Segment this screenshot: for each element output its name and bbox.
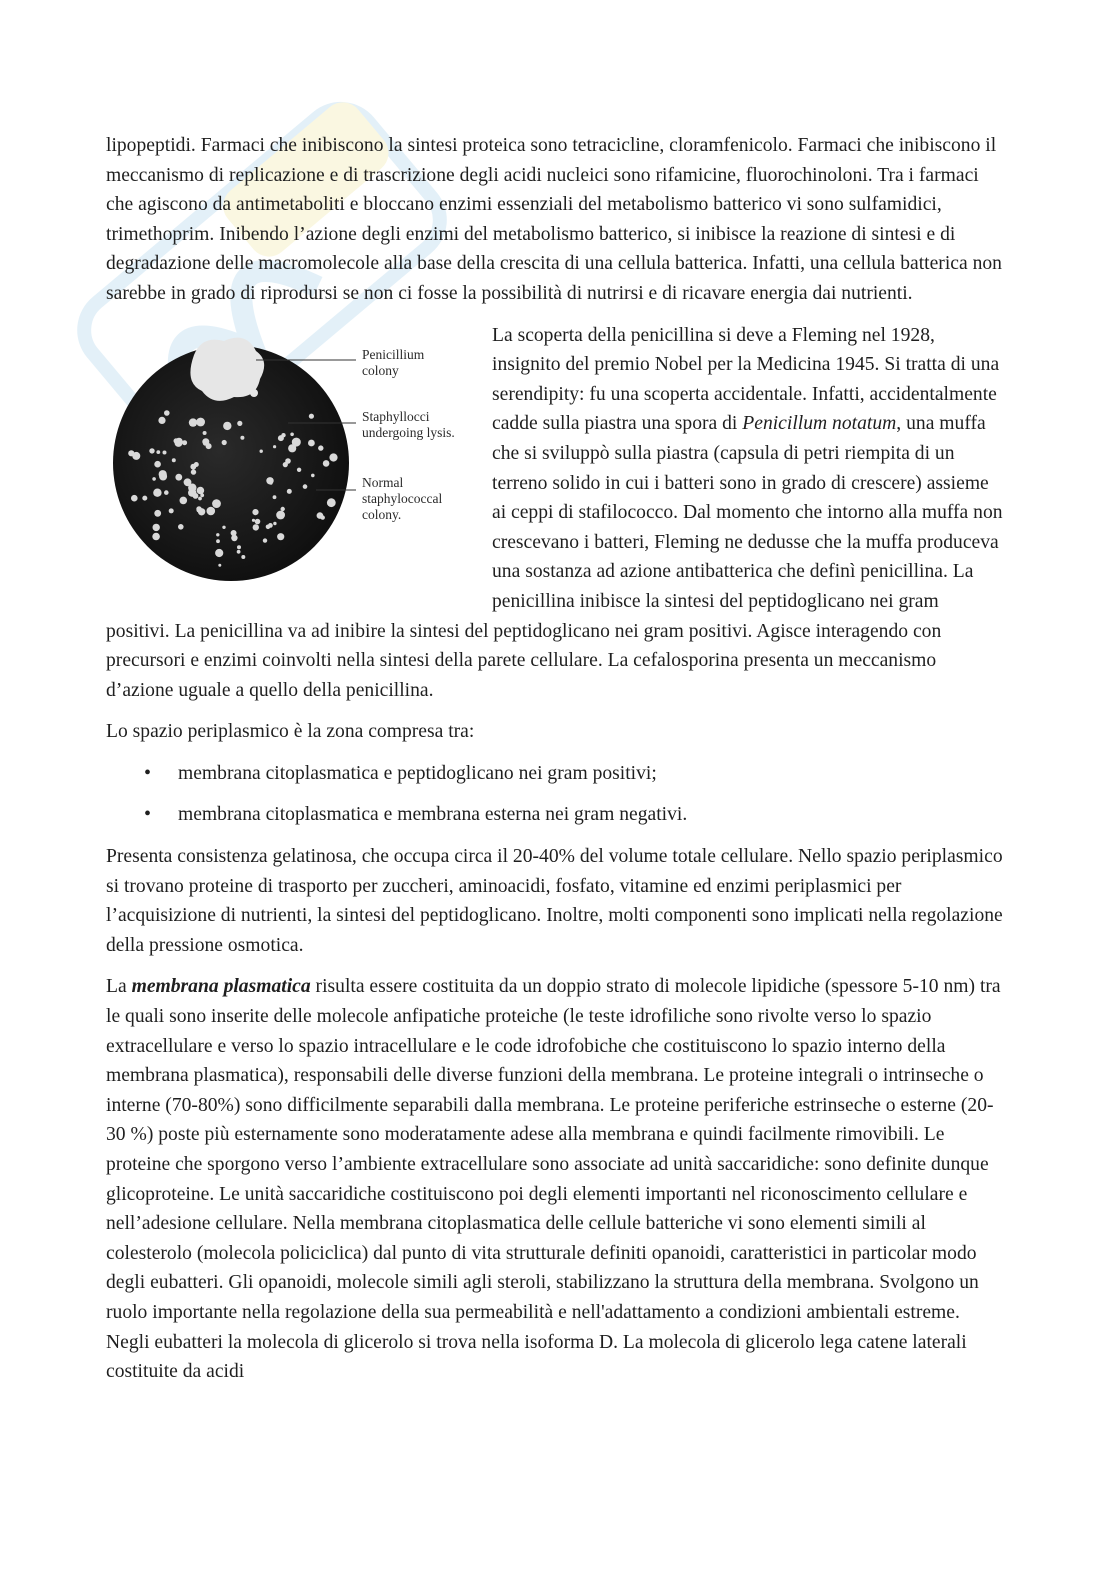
colony-dot: [154, 460, 161, 467]
colony-dot: [175, 473, 182, 480]
colony-dot: [288, 444, 296, 452]
colony-dot: [308, 439, 315, 446]
colony-dot: [268, 523, 273, 528]
colony-dot: [203, 431, 207, 435]
colony-dot: [149, 448, 154, 453]
colony-dot: [212, 499, 221, 508]
colony-dot: [255, 518, 261, 524]
colony-dot: [231, 534, 237, 540]
colony-dot: [311, 473, 315, 477]
colony-dot: [327, 498, 336, 507]
colony-dot: [273, 495, 277, 499]
colony-dot: [128, 450, 134, 456]
colony-dot: [164, 490, 169, 495]
colony-dot: [189, 418, 197, 426]
label-staphylococci-lysis: Staphyllocci undergoing lysis.: [362, 408, 455, 440]
colony-dot: [266, 477, 273, 484]
list-item: • membrana citoplasmatica e peptidoglicano nei gram positivi;: [178, 759, 1006, 789]
colony-dot: [142, 495, 147, 500]
colony-dot: [281, 506, 285, 510]
colony-dot: [207, 506, 216, 515]
colony-dot: [216, 539, 220, 543]
colony-dot: [178, 524, 184, 530]
colony-dot: [190, 463, 196, 469]
colony-dot: [273, 521, 276, 524]
term-membrana-plasmatica: membrana plasmatica: [131, 976, 311, 998]
label-penicillium-colony: Penicillium colony: [362, 346, 425, 378]
colony-dot: [283, 462, 288, 467]
colony-dot: [152, 532, 160, 540]
colony-dot: [323, 460, 330, 467]
colony-dot: [131, 494, 138, 501]
colony-dot: [237, 545, 241, 549]
colony-dot: [175, 438, 183, 446]
colony-dot: [191, 469, 196, 474]
colony-dot: [180, 496, 188, 504]
colony-dot: [277, 533, 284, 540]
colony-dot: [309, 413, 314, 418]
colony-dot: [199, 510, 203, 514]
colony-dot: [200, 493, 204, 497]
paragraph-periplasm: Presenta consistenza gelatinosa, che occupa circa il 20-40% del volume totale cellulare. Nello spazio periplasmico si trovano proteine di trasporto per zuccheri, aminoacidi, fosfato, vitamine ed enzimi periplasmici per l’acquisizione di nutrienti, la sintesi del peptidoglicano. Inoltre, molti componenti sono implicati nella regolazione della pressione osmotica.: [106, 846, 1003, 956]
colony-dot: [196, 417, 205, 426]
colony-dot: [152, 477, 156, 481]
species-name: Penicillum notatum: [742, 413, 897, 435]
petri-dish-figure: [106, 325, 474, 589]
colony-dot: [156, 450, 160, 454]
colony-dot: [287, 488, 292, 493]
document-page: [106, 131, 1006, 1387]
colony-dot: [159, 470, 167, 478]
colony-dot: [263, 538, 267, 542]
colony-dot: [222, 439, 227, 444]
colony-dot: [169, 508, 174, 513]
colony-dot: [252, 509, 258, 515]
colony-dot: [278, 435, 284, 441]
colony-dot: [297, 467, 301, 471]
colony-dot: [188, 483, 196, 491]
colony-dot: [153, 488, 161, 496]
colony-dot: [237, 549, 241, 553]
colony-dot: [197, 486, 205, 494]
colony-dot: [202, 438, 209, 445]
colony-dot: [241, 555, 245, 559]
paragraph-penicillin: La scoperta della penicillina si deve a Fleming nel 1928, insignito del premio Nobel per la Medicina 1945. Si tratta di una serendipity: fu una scoperta accidentale. Infatti, accidentalmente cadde sulla piastra una spora di Penicillum notatum, una muffa che si sviluppò sulla piastra (capsula di petri riempita di un terreno solido in cui i batteri sono in grado di crescere) assieme ai ceppi di stafilococco. Dal momento che intorno alla muffa non crescevano i batteri, Fleming ne dedusse che la muffa produceva una sostanza ad azione antibatterica che definì penicillina. La penicillina inibisce la sintesi del peptidoglicano nei gram positivi. La penicillina va ad inibire la sintesi del peptidoglicano nei gram positivi. Agisce interagendo con precursori e enzimi coinvolti nella sintesi della parete cellulare. La cefalosporina presenta un meccanismo d’azione uguale a quello della penicillina.: [106, 324, 1003, 701]
colony-dot: [172, 458, 176, 462]
colony-dot: [222, 525, 225, 528]
paragraph-membrane: La membrana plasmatica risulta essere costituita da un doppio strato di molecole lipidiche (spessore 5-10 nm) tra le quali sono inserite delle molecole anfipatiche proteiche (le teste idrofiliche sono rivolte verso lo spazio extracellulare e verso lo spazio intracellulare e le code idrofobiche che costituiscono lo spazio interno della membrana plasmatica), responsabili delle diverse funzioni della membrana. Le proteine integrali o intrinseche o interne (70-80%) sono difficilmente separabili dalla membrana. Le proteine periferiche estrinseche o esterne (20-30 %) poste più esternamente sono moderatamente adese alla membrana e quindi facilmente rimovibili. Le proteine che sporgono verso l’ambiente extracellulare sono associate ad unità saccaridiche: sono definite dunque glicoproteine. Le unità saccaridiche costituiscono poi degli elementi importanti nel riconoscimento cellulare e nell’adesione cellulare. Nella membrana citoplasmatica delle cellule batteriche vi sono elementi simili al colesterolo (molecola policiclica) dal punto di vita strutturale definiti opanoidi, caratteristici in particolar modo degli eubatteri. Gli opanoidi, molecole simili agli steroli, stabilizzano la struttura della membrana. Svolgono un ruolo importante nella regolazione della sua permeabilità e nell'adattamento a condizioni ambientali estreme. Negli eubatteri la molecola di glicerolo si trova nella isoforma D. La molecola di glicerolo lega catene laterali costituite da acidi: [106, 976, 1001, 1383]
bullet-list: [106, 759, 1006, 830]
colony-dot: [198, 496, 202, 500]
colony-dot: [273, 445, 276, 448]
colony-dot: [253, 524, 259, 530]
colony-dot: [252, 518, 255, 521]
colony-dot: [276, 510, 285, 519]
colony-dot: [318, 445, 323, 450]
colony-dot: [321, 515, 325, 519]
colony-dot: [158, 416, 165, 423]
list-item: • membrana citoplasmatica e membrana esterna nei gram negativi.: [178, 800, 1006, 830]
colony-dot: [218, 563, 221, 566]
colony-dot: [223, 421, 231, 429]
colony-dot: [164, 410, 170, 416]
colony-dot: [216, 533, 219, 536]
paragraph-periplasm-intro: Lo spazio periplasmico è la zona compresa tra:: [106, 721, 475, 743]
colony-dot: [260, 449, 263, 452]
colony-dot: [154, 509, 161, 516]
colony-dot: [290, 432, 294, 436]
colony-dot: [163, 450, 167, 454]
colony-dot: [153, 523, 160, 530]
colony-dot: [215, 548, 223, 556]
paragraph-antibiotics: lipopeptidi. Farmaci che inibiscono la sintesi proteica sono tetracicline, cloramfenicolo. Farmaci che inibiscono il meccanismo di replicazione e di trascrizione degli acidi nucleici sono rifamicine, fluorochinoloni. Tra i farmaci che agiscono da antimetaboliti e bloccano enzimi essenziali del metabolismo batterico vi sono sulfamidici, trimethoprim. Inibendo l’azione degli enzimi del metabolismo batterico, si inibisce la reazione di sintesi e di degradazione delle macromolecole alla base della crescita di una cellula batterica. Infatti, una cellula batterica non sarebbe in grado di riprodursi se non ci fosse la possibilità di nutrirsi e di ricavare energia dai nutrienti.: [106, 135, 1002, 304]
label-normal-colony: Normal staphylococcal colony.: [362, 474, 443, 522]
colony-dot: [329, 453, 337, 461]
colony-dot: [303, 484, 308, 489]
colony-dot: [240, 435, 244, 439]
colony-dot: [237, 420, 242, 425]
colony-dot: [182, 440, 187, 445]
